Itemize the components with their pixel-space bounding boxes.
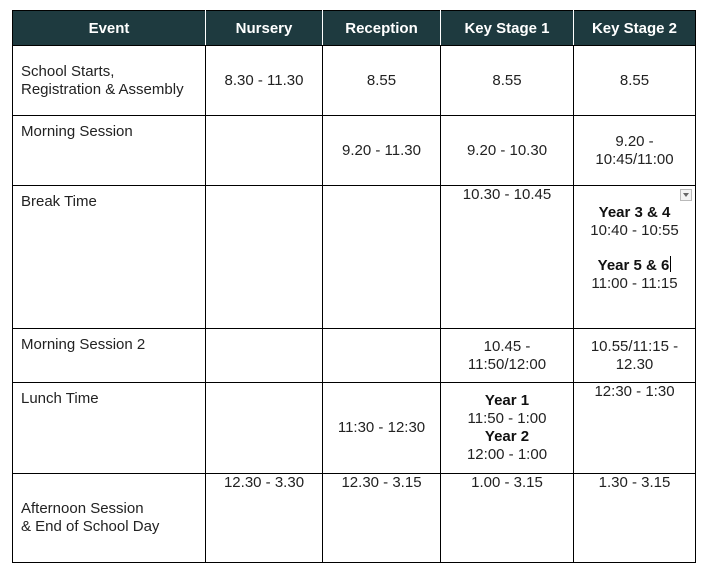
reception-cell[interactable] bbox=[323, 116, 441, 186]
header-key-stage-1: Key Stage 1 bbox=[441, 11, 574, 46]
reception-cell[interactable] bbox=[323, 329, 441, 383]
time-value: 10.45 - bbox=[483, 337, 531, 355]
year-group-label: Year 5 & 6 bbox=[597, 257, 670, 274]
nursery-cell[interactable] bbox=[206, 474, 323, 563]
table-row bbox=[13, 474, 696, 563]
reception-cell[interactable] bbox=[323, 186, 441, 329]
ks1-cell[interactable] bbox=[441, 116, 574, 186]
time-value: 12.30 - 3.15 bbox=[341, 474, 422, 491]
header-nursery: Nursery bbox=[206, 11, 323, 46]
time-value: 8.30 - 11.30 bbox=[224, 71, 304, 89]
time-value: 8.55 bbox=[366, 71, 397, 89]
header-reception: Reception bbox=[323, 11, 441, 46]
ks1-cell[interactable] bbox=[441, 186, 574, 329]
time-value: 9.20 - 11.30 bbox=[342, 141, 421, 159]
event-label: Morning Session 2 bbox=[21, 336, 146, 353]
ks2-cell[interactable] bbox=[574, 383, 696, 474]
event-cell[interactable] bbox=[13, 329, 206, 383]
ks2-cell[interactable] bbox=[574, 46, 696, 116]
time-value: 10:40 - 10:55 bbox=[590, 222, 679, 239]
table-row bbox=[13, 186, 696, 329]
nursery-cell[interactable] bbox=[206, 383, 323, 474]
nursery-cell[interactable] bbox=[206, 46, 323, 116]
ks1-cell[interactable] bbox=[441, 329, 574, 383]
ks1-cell[interactable] bbox=[441, 383, 574, 474]
event-cell[interactable] bbox=[13, 116, 206, 186]
event-label: Lunch Time bbox=[21, 390, 99, 407]
time-value: 11:50/12:00 bbox=[467, 355, 547, 373]
time-value: 12.30 bbox=[615, 355, 654, 373]
event-label: & End of School Day bbox=[21, 518, 160, 535]
timetable-container bbox=[12, 10, 696, 563]
school-timetable bbox=[12, 10, 696, 563]
time-value: 1.00 - 3.15 bbox=[471, 474, 543, 491]
time-value: 12:30 - 1:30 bbox=[594, 383, 675, 400]
table-row bbox=[13, 46, 696, 116]
text-cursor bbox=[670, 256, 671, 272]
time-value: 8.55 bbox=[492, 71, 522, 89]
year-group-label: Year 3 & 4 bbox=[598, 204, 671, 221]
event-label: Registration & Assembly bbox=[21, 80, 184, 98]
time-value: 9.20 - bbox=[615, 132, 654, 150]
header-key-stage-2: Key Stage 2 bbox=[574, 11, 696, 46]
event-cell[interactable] bbox=[13, 383, 206, 474]
header-event: Event bbox=[13, 11, 206, 46]
time-value: 10:45/11:00 bbox=[595, 150, 674, 168]
chevron-down-icon[interactable] bbox=[680, 189, 692, 201]
event-label: Morning Session bbox=[21, 123, 133, 140]
ks2-cell[interactable] bbox=[574, 186, 696, 329]
time-value: 12.30 - 3.30 bbox=[223, 474, 305, 491]
ks2-cell[interactable] bbox=[574, 329, 696, 383]
year-group-label: Year 1 bbox=[484, 392, 530, 409]
table-row bbox=[13, 116, 696, 186]
event-cell[interactable] bbox=[13, 46, 206, 116]
event-label: School Starts, bbox=[21, 62, 115, 80]
nursery-cell[interactable] bbox=[206, 116, 323, 186]
reception-cell[interactable] bbox=[323, 383, 441, 474]
event-cell[interactable] bbox=[13, 474, 206, 563]
event-label: Afternoon Session bbox=[21, 500, 144, 517]
nursery-cell[interactable] bbox=[206, 186, 323, 329]
ks1-cell[interactable] bbox=[441, 474, 574, 563]
time-value: 11:50 - 1:00 bbox=[467, 410, 547, 427]
time-value: 10.30 - 10.45 bbox=[462, 186, 552, 203]
ks2-cell[interactable] bbox=[574, 116, 696, 186]
reception-cell[interactable] bbox=[323, 474, 441, 563]
time-value: 11:00 - 11:15 bbox=[591, 275, 678, 292]
reception-cell[interactable] bbox=[323, 46, 441, 116]
time-value: 9.20 - 10.30 bbox=[466, 141, 548, 159]
time-value: 12:00 - 1:00 bbox=[466, 446, 548, 463]
header-row bbox=[13, 11, 696, 46]
event-label: Break Time bbox=[21, 193, 97, 210]
time-value: 11:30 - 12:30 bbox=[337, 419, 426, 436]
year-group-label: Year 2 bbox=[484, 428, 530, 445]
event-cell[interactable] bbox=[13, 186, 206, 329]
table-row bbox=[13, 329, 696, 383]
nursery-cell[interactable] bbox=[206, 329, 323, 383]
table-row bbox=[13, 383, 696, 474]
ks2-cell[interactable] bbox=[574, 474, 696, 563]
time-value: 8.55 bbox=[619, 71, 650, 89]
time-value: 1.30 - 3.15 bbox=[598, 474, 671, 491]
ks1-cell[interactable] bbox=[441, 46, 574, 116]
time-value: 10.55/11:15 - bbox=[590, 337, 679, 355]
